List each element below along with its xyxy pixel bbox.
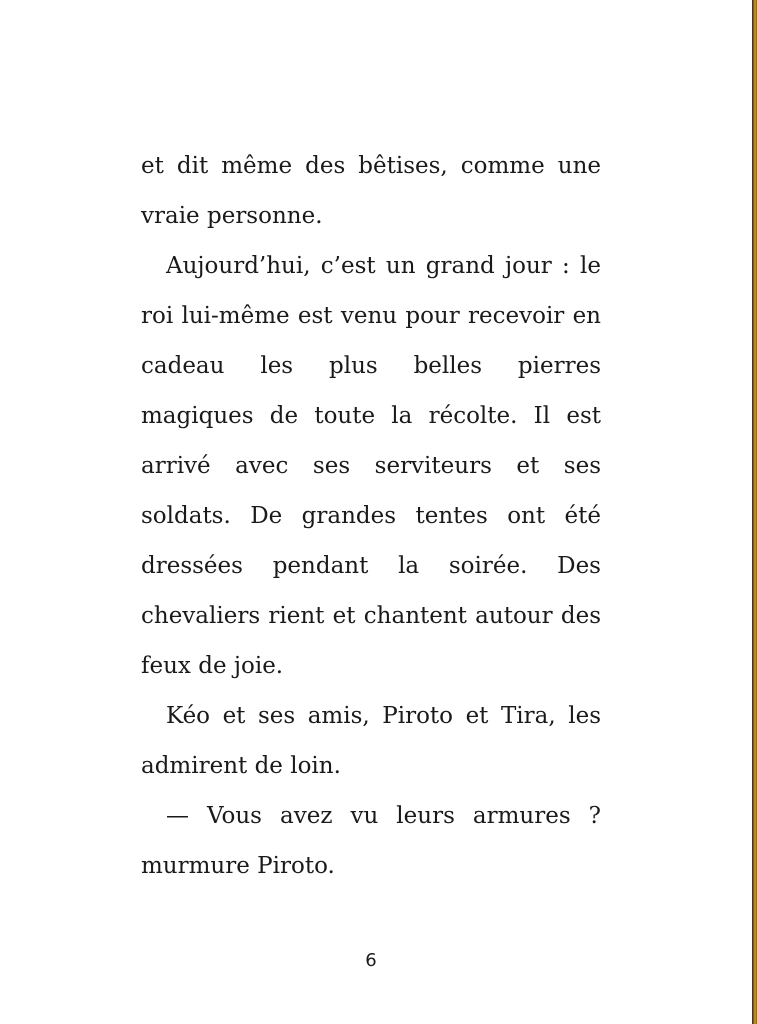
paragraph-4: — Vous avez vu leurs armures ? murmure Piroto. (141, 803, 601, 879)
book-spine-edge (752, 0, 757, 1024)
paragraph-1: et dit même des bêtises, comme une vraie personne. (141, 153, 601, 229)
body-text (141, 141, 601, 891)
paragraph-3: Kéo et ses amis, Piroto et Tira, les admirent de loin. (141, 703, 601, 779)
paragraph-2: Aujourd’hui, c’est un grand jour : le roi lui-même est venu pour recevoir en cadeau les plus belles pierres magiques de toute la récolte. Il est arrivé avec ses serviteurs et ses soldats. De grandes tentes ont été dressées pendant la soirée. Des chevaliers rient et chantent autour des feux de joie. (141, 253, 601, 679)
page-number: 6 (365, 950, 377, 971)
